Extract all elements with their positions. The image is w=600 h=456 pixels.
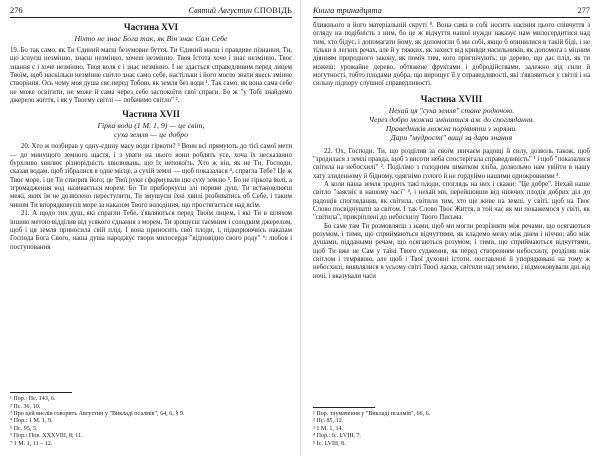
footnote: ¹ Пор. тлумачення у "Викладі псалмів", 66, 6. bbox=[313, 410, 431, 417]
chapter-subtitle: Ніхто не знає Бога так, як Він знає Сам Себе bbox=[74, 34, 228, 43]
paragraph: 21. А щодо тих душ, які спрагли Тебе, з'являються перед Твоїм лицем, і які Ти в шляхом іншою метою відділив від усякого єднання з морем, Ти зрошуєш таємним і солодким джерелом, щоб і ця земля приносила свій плід. І вона приносить свої плоди, і, підкорюючись наказам Господа Бога Свого, наша душа народжує твори милосердя "відповідно свого роду" ⁶: любов і поступовання bbox=[10, 210, 292, 251]
footnote: ⁵ Іс. LVIII, 8. bbox=[313, 440, 346, 447]
footnote: ¹ Пор.: Пс. 143, 6. bbox=[10, 396, 56, 403]
footnote: ⁴ Пор.: 1 М. 1, 9. bbox=[10, 418, 53, 425]
running-title: Книга тринадцята bbox=[313, 6, 382, 15]
right-page bbox=[300, 0, 600, 456]
chapter-epigraph: Нехай ця "суха земля" стане родючою. Через добро можна змінитися аж до споглядання. Праведників можна порівняти з зорями. Дари "мудрості" вищі за дари знання bbox=[368, 105, 535, 143]
footnote: ⁵ Пс. 95, 5. bbox=[10, 425, 38, 432]
left-running-head bbox=[10, 6, 292, 18]
paragraph: ближнього в його матеріальній скруті ⁸. Вона сама в собі носить насіння цього співчуття з огляду на подібність з ним, бо це ж відчуття нашої нужди наказує нам милосердитися над тим, хто бідує, і допомагати йому, як допомогли б ми собі, якщо б опинилися в такій біді, і не тільки в легких речах, але й у тяжких, як захист від кривди насильників, як допомога з міцним діянням природного закону, як поміч тим, кого пригнічують; це дерево, що дає плід, як ти можеш: урожайне дерево, обтяжене фруктами і добродійствами, залежно від сили й могутності, тобто плодами добра, що вирощує її у справедливості, які з'являються у світлі і на сильну підпору слушної справедливості. bbox=[313, 22, 590, 88]
footnote: ² Пс. 36, 10. bbox=[10, 403, 41, 410]
running-title: Святий Августин СПОВІДЬ bbox=[188, 6, 292, 15]
footnote: ² Пс. 85, 12. bbox=[313, 418, 344, 425]
footnote: ³ Про цей вислів говорить Августин у "Викладі псалмів", 64, 6, § 9. bbox=[10, 410, 185, 417]
page-number: 276 bbox=[10, 6, 23, 15]
chapter-heading: Частина XVI bbox=[123, 22, 179, 32]
footnotes bbox=[10, 392, 292, 448]
paragraph: А коли наша земля зродить такі плоди, споглядь на них і скажи: "Це добре". Нехай наше світло "заясніє в нашому часі" ⁴, і нехай ми, перейшовши від нижчих плодів добрих діл до радощів споглядання, як світила, світили тим, хто ще живе на землі, у світі, щоб на Твоє Слово посвідчувати за світом. І так Слово Твоє Життя, в той час як ми покажемося у світі, як "світила", прикріплені до небосхилу Твого Письма. bbox=[313, 180, 590, 222]
paragraph: 20. Хто ж позбирав у одну-єдину масу води гіркоти? ³ Вони всі прямують до тієї самої мети — до минущого земного щастя, і з уваги на нього вони роблять усе, хоча їх несказанно бурхливо хвилює різнорідність хвилювань, що їх непокоїть. Хто ж він, як не Ти, Господи, сказав водам, щоб зібралися в одне місце, а сухій землі — щоб показалася ⁴, спрагла Тебе? Це ж Твоє море, і це Ти створив його; це Твої руки сформували цю суху землю ⁵. Бо не гіркота волі, а згромадження вод називається морем. Бо Ти приборкуєш злі пориви душ, Ти встановлюєш межі, яких їм не дозволено переступити, Ти змушуєш їхні хвилі розбиватись об Себе, і таким чином Ти впорядковуєш море за наказом Твого володіння, що простягається над всім. bbox=[10, 143, 292, 209]
paragraph: Бо саме там Ти розмовляєш з нами, щоб ми могли розрізняти між речами, що осягаються розумом, і тими, що сприймаються відчуттями, як кладемо межу між днем і ніччю; або між душами, віддаными речам, що осягаються розумом, і тими, що сприймаються відчуттями, щоб Ти вже не Сам у таїні Твого судження, як перед створенням небосхилу, розділяв між світлом і темрявою, але щоб і Твої духовні істоти, поставлені й упорядковані на тому ж небосхилі, виявлялися в усьому світі Твоєї ласки, світили над землею, і відмежовували дні від ночі, і вказували часи bbox=[313, 222, 590, 280]
footnote: ³ 1 М. 1, 14. bbox=[313, 425, 344, 432]
footnotes bbox=[313, 407, 590, 448]
chapter-heading: Частина XVIII bbox=[420, 93, 483, 104]
paragraph: 22. Ох, Господи, Ти, що розділив за своїм звичаєм радощі й силу, дозволь також, щоб "зродилася з землі правда, щоб з висоти неба спостерігала справедливість" ¹ і щоб "показалися світила на небосхилі" ². Поділімо з голодним шматком хліба, дозвольмо нам увійти в нашу хату злиденному й бідному, одягнімо голого й не гордуймо нашими однокровними ³. bbox=[313, 147, 590, 180]
footnote: ⁶ Пор.: Пов. XXXVIII, 8; 11. bbox=[10, 433, 83, 440]
footnote-rule bbox=[10, 392, 72, 393]
page-number: 277 bbox=[577, 6, 590, 15]
footnote-rule bbox=[313, 407, 375, 408]
footnote: ⁴ Пор.: Іс. LVIII, 7. bbox=[313, 433, 361, 440]
right-running-head bbox=[313, 6, 590, 18]
chapter-subtitle: Гірка вода (1 М. 1, 9) — це світ, суха земля — це добро bbox=[97, 121, 205, 140]
chapter-heading: Частина XVII bbox=[122, 109, 180, 120]
footnote: ⁷ 1 М. 1, 11 – 12. bbox=[10, 440, 53, 447]
paragraph: 19. Бо так само, як Ти Єдиний маєш безумовне буття, Ти Єдиний маєш і правдиве пізнання, Ти, що існуєш незмінно, знаєш незмінно, хочеш незмінно. Твоя Істота хоче і знає незмінно, Твоє знання є і хоче незмінно, Твоя воля є і знає незмінно. І не здається справедливим перед лицем Твоїм, щоб наскільки незмінне світло знає само себе, настільки і його могло знати якесь змінне створіння. Ось чому моя душа сяє перед Тобою, як земля без води ¹. Так само, як вона сама себе не може освітити, не може й сама через себе заспокоїти свої спраги. Бо ж "у Тобі знайдемо джерело життя, і як у Твоєму світлі — побачимо світло" ². bbox=[10, 47, 292, 105]
